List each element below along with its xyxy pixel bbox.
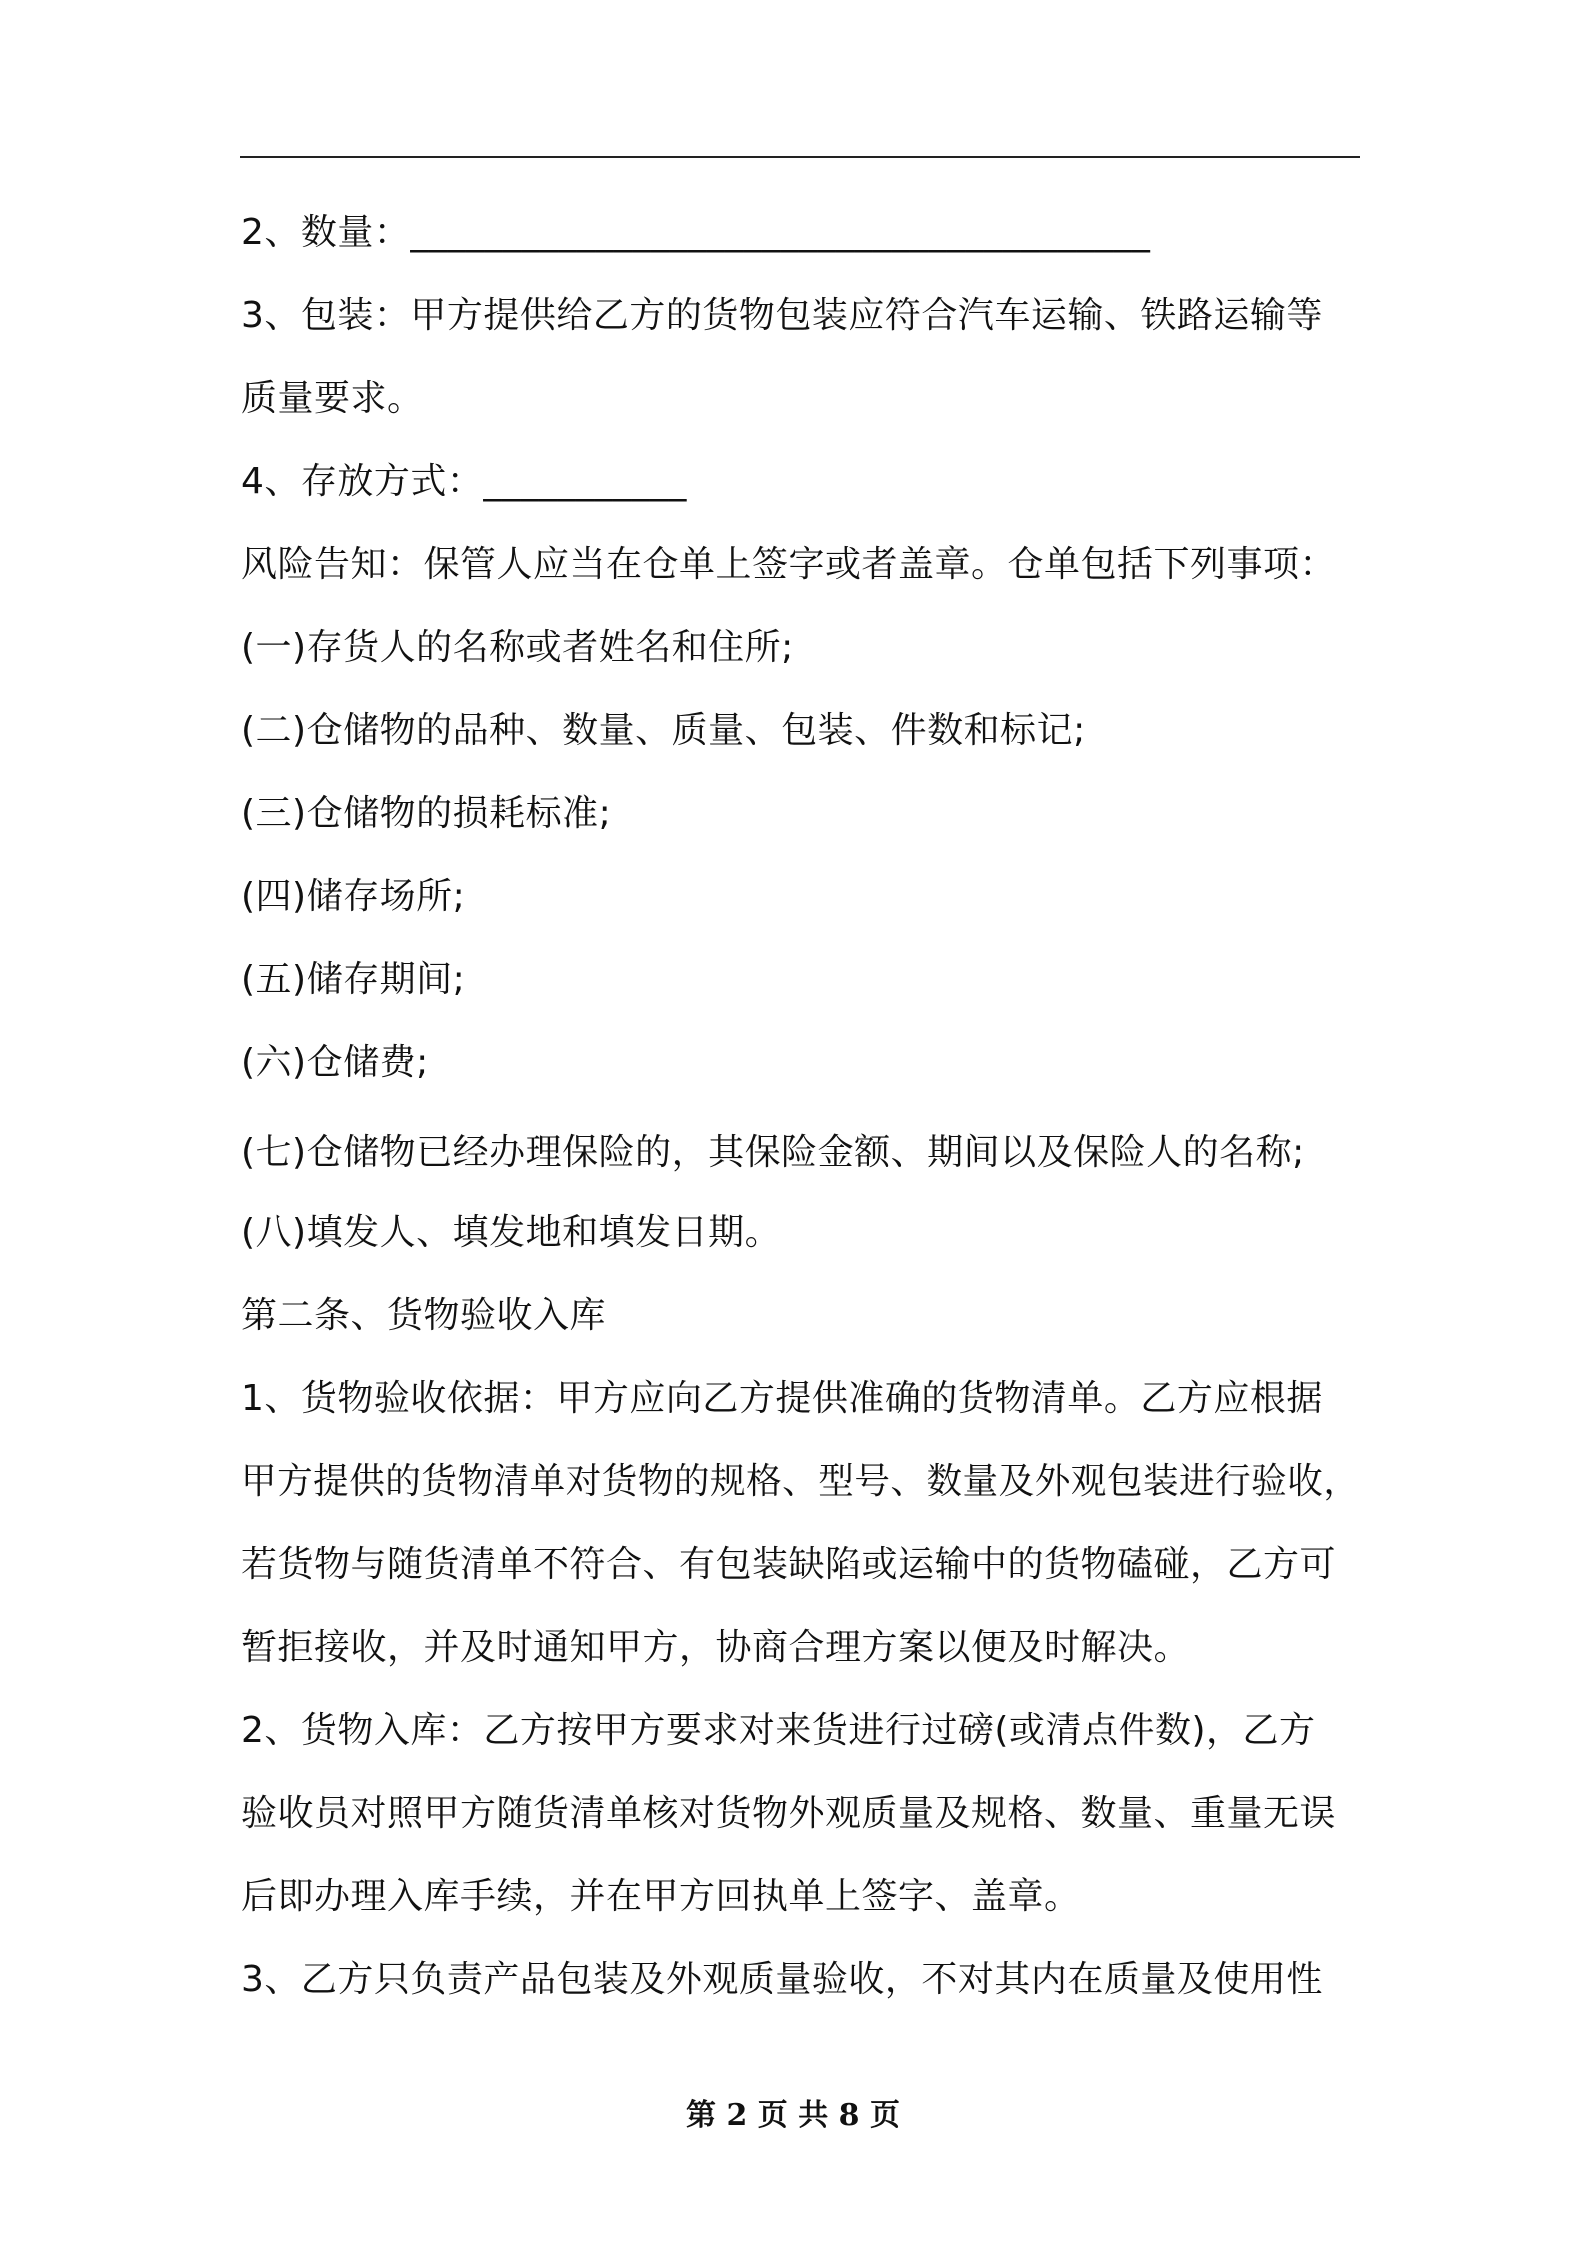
text-line: (一)存货人的名称或者姓名和住所; xyxy=(241,627,794,668)
text-line: 4、存放方式：___________ xyxy=(241,461,687,502)
text-line: (二)仓储物的品种、数量、质量、包装、件数和标记; xyxy=(241,710,1086,751)
text-line: 3、乙方只负责产品包装及外观质量验收，不对其内在质量及使用性 xyxy=(241,1959,1323,2000)
page-number-footer: 第 2 页 共 8 页 xyxy=(686,2098,900,2133)
header-rule xyxy=(240,156,1360,158)
text-line: 2、数量：________________________________________ xyxy=(241,212,1151,253)
text-line: 风险告知：保管人应当在仓单上签字或者盖章。仓单包括下列事项： xyxy=(241,544,1337,585)
section-heading: 第二条、货物验收入库 xyxy=(241,1295,607,1336)
text-line: (八)填发人、填发地和填发日期。 xyxy=(241,1212,782,1253)
text-line: 后即办理入库手续，并在甲方回执单上签字、盖章。 xyxy=(241,1876,1081,1917)
text-line: (四)储存场所; xyxy=(241,876,466,917)
text-line: (七)仓储物已经办理保险的，其保险金额、期间以及保险人的名称; xyxy=(241,1132,1305,1173)
text-line: 甲方提供的货物清单对货物的规格、型号、数量及外观包装进行验收， xyxy=(241,1461,1360,1502)
text-line: 2、货物入库：乙方按甲方要求对来货进行过磅(或清点件数)，乙方 xyxy=(241,1710,1316,1751)
text-line: 暂拒接收，并及时通知甲方，协商合理方案以便及时解决。 xyxy=(241,1627,1191,1668)
text-line: (六)仓储费; xyxy=(241,1042,429,1083)
text-line: 3、包装：甲方提供给乙方的货物包装应符合汽车运输、铁路运输等 xyxy=(241,295,1323,336)
text-line: 若货物与随货清单不符合、有包装缺陷或运输中的货物磕碰，乙方可 xyxy=(241,1544,1337,1585)
text-line: 1、货物验收依据：甲方应向乙方提供准确的货物清单。乙方应根据 xyxy=(241,1378,1323,1419)
text-line: 验收员对照甲方随货清单核对货物外观质量及规格、数量、重量无误 xyxy=(241,1793,1337,1834)
text-line: (三)仓储物的损耗标准; xyxy=(241,793,612,834)
text-line: 质量要求。 xyxy=(241,378,424,419)
text-line: (五)储存期间; xyxy=(241,959,466,1000)
